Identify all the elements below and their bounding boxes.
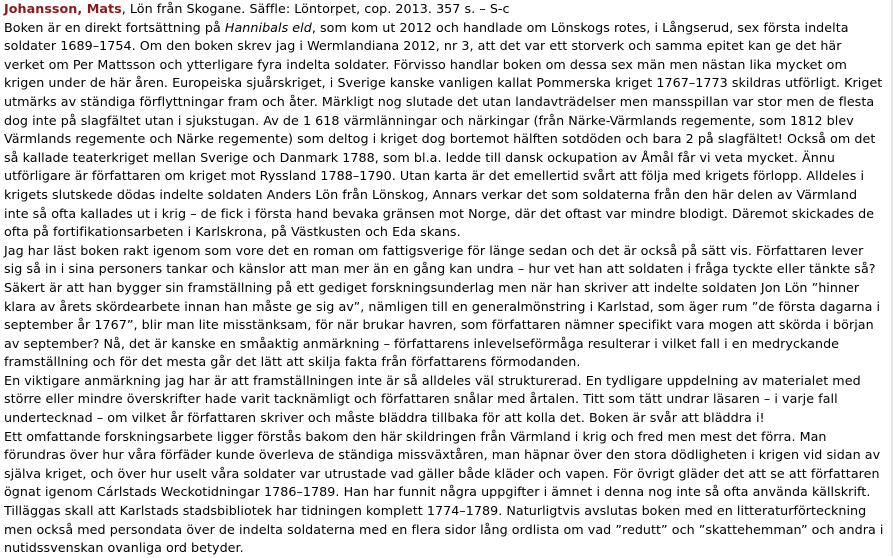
paragraph-text: Boken är en direkt fortsättning på <box>4 19 225 35</box>
paragraph-text: , som kom ut 2012 och handlade om Lönskogs rotes, i Långserud, sex första indelta soldater 1689–1754. Om den boken skrev jag i Wermlandiana 2012, nr 3, att det var ett storverk och samma epitet kan ge det här verket om Per Mattsson och ytterligare fyra indelta soldater. Förvisso handlar boken om dessa sex män men nästan lika mycket om krigen under de här åren. Europeiska sjuårskriget, i Sverige kanske vanligen kallat Pommerska kriget 1767–1773 skildras utförligt. Kriget utmärks av ständiga förflyttningar fram och åter. Märkligt nog slutade det utan landavträdelser men mansspillan var stor men de flesta dog inte på slagfältet utan i sjukstugan. Av de 1 618 värmlänningar och närkingar (från Närke-Värmlands regemente, som 1812 blev Värmlands regemente och Närke regemente) som deltog i kriget dog bortemot hälften sotdöden och bara 2 på slagfältet! Också om det så kallade teaterkriget mellan Sverige och Danmark 1788, som bl.a. ledde till dansk ockupation av Åmål får vi veta mycket. Ännu utförligare är författaren om kriget mot Ryssland 1788–1790. Utan karta är det emellertid svårt att följa med krigets förlopp. Alldeles i krigets slutskede dödas indelte soldaten Anders Lön från Lönskog, Annars verkar det som soldaterna från den här delen av Värmland inte så ofta kallades ut i krig – de fick i första hand bevaka gränsen mot Norge, där det oftast var mindre blodigt. Däremot skickades de ofta på fortifikationsarbeten i Karlskrona, på Västkusten och Eda skans. <box>4 19 883 240</box>
review-paragraph <box>4 372 884 428</box>
paragraph-text: En viktigare anmärkning jag har är att framställningen inte är så alldeles väl strukturerad. En tydligare uppdelning av materialet med större eller mindre överskrifter hade varit tacknämligt och författaren snålar med årtalen. Titt som tätt undrar läsaren – i varje fall undertecknad – om vilket år författaren skriver och måste bläddra tillbaka för att kolla det. Boken är svår att bläddra i! <box>4 372 861 426</box>
review-header <box>4 0 884 19</box>
book-title-reference: Hannibals eld <box>224 19 312 35</box>
paragraph-text: Ett omfattande forskningsarbete ligger förstås bakom den här skildringen från Värmland i krig och fred men mest det förra. Man förundras över hur våra förfäder kunde överleva de ständiga missväxtåren, man häpnar över den stora dödligheten i krigen vid sidan av själva kriget, och över hur uselt våra soldater var utrustade vad gäller både kläder och vapen. För övrigt gläder det att se att författaren ögnat igenom Cárlstads Weckotidningar 1786–1789. Han har funnit några uppgifter i ämnet i denna nog inte så ofta använda källskrift. Tilläggas skall att Karlstads stadsbibliotek har tidningen komplett 1774–1789. Naturligtvis avslutas boken med en litteraturförteckning men också med persondata över de indelta soldaterna med en flera sidor lång ordlista om vad ”redutt” och ”skattehemman” och andra i nutidssvenskan ovanliga ord betyder. <box>4 428 884 556</box>
review-paragraph <box>4 242 884 372</box>
review-entry <box>4 0 884 558</box>
review-paragraph <box>4 428 884 558</box>
review-paragraph <box>4 19 884 242</box>
paragraph-text: Jag har läst boken rakt igenom som vore det en roman om fattigsverige för länge sedan och det är också på sätt vis. Författaren lever sig så in i sina personers tankar och känslor att man mer än en gång kan undra – hur vet han att soldaten i fråga tyckte eller tänkte så? Säkert är att han bygger sin framställning på ett gediget forskningsunderlag men när han skriver att indelte soldaten Jon Lön ”hinner klara av årets skördearbete innan han måste ge sig av”, nämligen till en generalmönstring i Karlstad, som äger rum ”de första dagarna i september år 1767”, blir man lite misstänksam, för när brukar havren, som författaren nämner specifikt vara mogen att skörda i början av september? Nå, det är kanske en småaktig anmärkning – författarens inlevelseförmåga resulterar i vilket fall i en medryckande framställning och för det mesta går det lätt att skilja fakta från författarens förmodanden. <box>4 242 881 370</box>
review-body <box>4 19 884 558</box>
book-citation: , Lön från Skogane. Säffle: Löntorpet, cop. 2013. 357 s. – S-c <box>121 1 510 16</box>
author-name: Johansson, Mats <box>4 1 122 16</box>
